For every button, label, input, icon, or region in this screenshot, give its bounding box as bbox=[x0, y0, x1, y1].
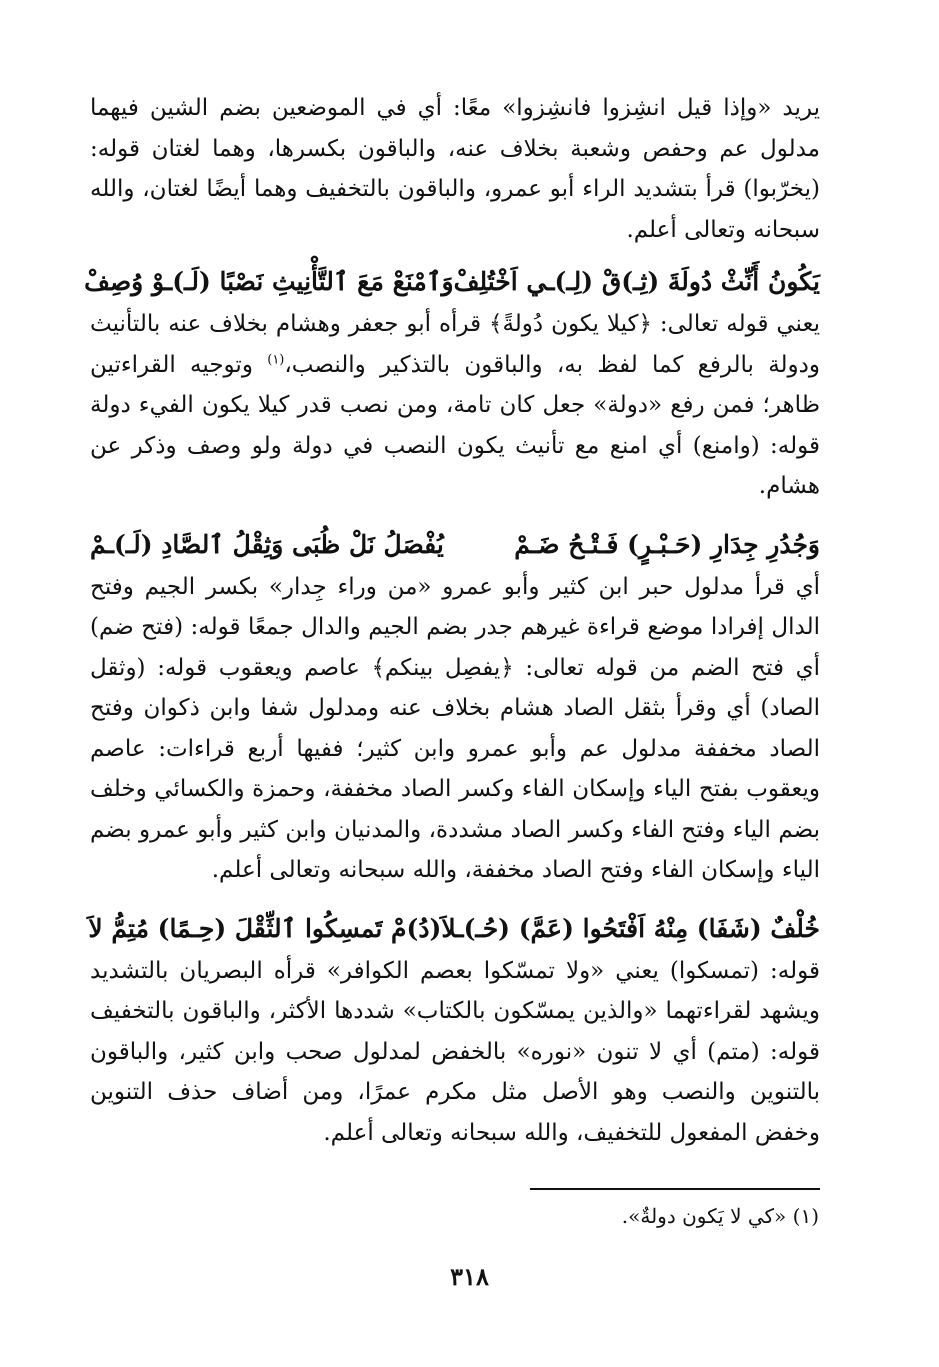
commentary-paragraph-4 bbox=[90, 951, 820, 1154]
paragraph-text: يريد «وإذا قيل انشِزوا فانشِزوا» معًا: أي في الموضعين بضم الشين فيهما مدلول عم وحفص وشعبة بخلاف عنه، والباقون بكسرها، وهما لغتان قوله: (يخرّبوا) قرأ بتشديد الراء أبو عمرو، والباقون بالتخفيف وهما أيضًا لغتان، والله سبحانه وتعالى أعلم. bbox=[90, 95, 820, 243]
poem-verse-3 bbox=[90, 909, 820, 949]
footnote-separator bbox=[530, 1188, 820, 1190]
verse-hemistich-right: وَجُدُرِ جِدَارِ (حَـبْـرٍ) فَـتْـحُ ضَـمْ bbox=[514, 529, 820, 559]
paragraph-text: أي قرأ مدلول حبر ابن كثير وأبو عمرو «من وراء جِدار» بكسر الجيم وفتح الدال إفرادا موضع قراءة غيرهم جدر بضم الجيم والدال جمعًا قوله: (فتح ضم) أي فتح الضم من قوله تعالى: ﴿يفصِل بينكم﴾ عاصم ويعقوب قوله: (وثقل الصاد) أي وقرأ بثقل الصاد هشام بخلاف عنه ومدلول شفا وابن ذكوان وفتح الصاد مخففة مدلول عم وأبو عمرو وابن كثير؛ ففيها أربع قراءات: عاصم ويعقوب بفتح الياء وإسكان الفاء وكسر الصاد مخففة، وحمزة والكسائي وخلف بضم الياء وفتح الفاء وكسر الصاد مشددة، والمدنيان وابن كثير وأبو عمرو بضم الياء وإسكان الفاء وفتح الصاد مخففة، والله سبحانه وتعالى أعلم. bbox=[90, 573, 820, 883]
verse-hemistich-left: يُفْصَلُ نَلْ ظُبَى وَثِقْلُ ٱلصَّادِ (لَـ)ـمْ bbox=[90, 529, 444, 559]
page-body bbox=[84, 88, 820, 1153]
commentary-paragraph-1 bbox=[90, 88, 820, 250]
commentary-paragraph-3 bbox=[90, 567, 820, 891]
poem-verse-2 bbox=[90, 525, 820, 565]
paragraph-text-continued: وتوجيه القراءتين ظاهر؛ فمن رفع «دولة» جعل كان تامة، ومن نصب قدر كيلا يكون الفيء دولة قوله: (وامنع) أي امنع مع تأنيث يكون النصب في دولة ولو وصف وذكر عن هشام. bbox=[90, 351, 820, 499]
paragraph-text: قوله: (تمسكوا) يعني «ولا تمسّكوا بعصم الكوافر» قرأه البصريان بالتشديد ويشهد لقراءتهما «والذين يمسّكون بالكتاب» شددها الأكثر، والباقون بالتخفيف قوله: (متم) أي لا تنون «نوره» بالخفض لمدلول صحب وابن كثير، والباقون بالتنوين والنصب وهو الأصل مثل مكرم عمرًا، ومن أضاف حذف التنوين وخفض المفعول للتخفيف، والله سبحانه وتعالى أعلم. bbox=[90, 957, 820, 1146]
commentary-paragraph-2 bbox=[90, 304, 820, 507]
page-number: ٣١٨ bbox=[450, 1262, 489, 1291]
verse-hemistich-left: وَٱمْنَعْ مَعَ ٱلتَّأْنِيثِ نَصْبًا (لَـ)ـوْ وُصِفْ bbox=[84, 267, 454, 296]
verse-hemistich-right: خُلْفٌ (شَفَا) مِنْهُ اَفْتَحُوا (عَمَّ) (حُـ)ـلاَ bbox=[441, 913, 820, 943]
poem-verse-1 bbox=[84, 262, 820, 302]
paragraph-text: يعني قوله تعالى: ﴿كيلا يكون دُولةً﴾ قرأه أبو جعفر وهشام بخلاف عنه بالتأنيث ودولة بالرفع كما لفظ به، والباقون بالتذكير والنصب، bbox=[90, 311, 820, 378]
footnote: (١) «كي لا يَكون دولةٌ». bbox=[621, 1204, 819, 1228]
verse-hemistich-left: (دُ)مْ تَمسِكُوا ٱلثِّقْلَ (حِـمًا) مُتِمُّ لاَ bbox=[88, 913, 442, 943]
footnote-marker[interactable]: (١) bbox=[267, 351, 285, 367]
verse-hemistich-right: يَكُونُ أَنِّثْ دُولَةَ (ثِـ)قْ (لِـ)ـي اَخْتُلِفْ bbox=[453, 267, 820, 296]
